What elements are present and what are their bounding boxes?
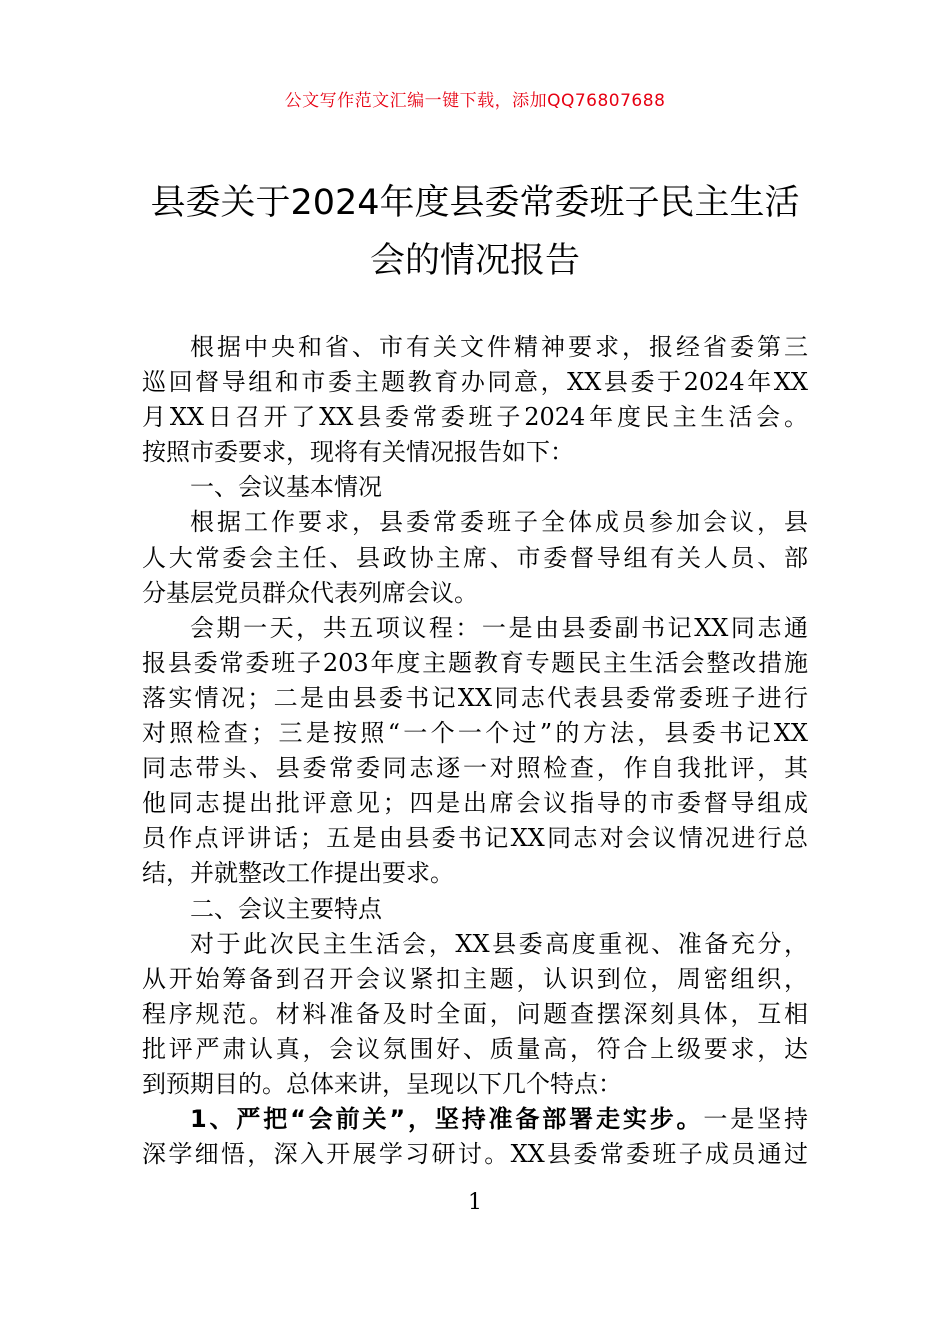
document-body <box>142 330 808 1172</box>
text-line: 月XX日召开了XX县委常委班子2024年度民主生活会。 <box>142 403 808 432</box>
paragraph-features <box>142 927 808 1102</box>
page-number: 1 <box>468 1190 482 1215</box>
text-line: 根据中央和省、市有关文件精神要求，报经省委第三 <box>190 333 808 361</box>
paragraph-intro <box>142 330 808 470</box>
paragraph-agenda <box>142 611 808 892</box>
text-line: 员作点评讲话；五是由县委书记XX同志对会议情况进行总 <box>142 824 808 853</box>
paragraph-point-1 <box>142 1102 808 1172</box>
text-line: 批评严肃认真，会议氛围好、质量高，符合上级要求，达 <box>142 1034 808 1063</box>
text-line: 到预期目的。总体来讲，呈现以下几个特点： <box>142 1069 622 1098</box>
text-line: 人大常委会主任、县政协主席、市委督导组有关人员、部 <box>142 543 808 572</box>
text-line: 他同志提出批评意见；四是出席会议指导的市委督导组成 <box>142 789 808 818</box>
heading-section-1 <box>142 470 808 505</box>
paragraph-attendance <box>142 505 808 610</box>
section-heading: 二、会议主要特点 <box>190 894 382 923</box>
text-line: 深学细悟，深入开展学习研讨。XX县委常委班子成员通过 <box>142 1140 808 1169</box>
text-line: 会期一天，共五项议程：一是由县委副书记XX同志通 <box>190 613 808 642</box>
text-line: 分基层党员群众代表列席会议。 <box>142 578 478 607</box>
text-line: 对于此次民主生活会，XX县委高度重视、准备充分， <box>190 929 808 958</box>
text-line: 从开始筹备到召开会议紧扣主题，认识到位，周密组织， <box>142 964 808 993</box>
text-line: 按照市委要求，现将有关情况报告如下： <box>142 438 574 467</box>
text-line <box>142 1102 808 1137</box>
heading-section-2 <box>142 892 808 927</box>
text-line: 落实情况；二是由县委书记XX同志代表县委常委班子进行 <box>142 683 808 712</box>
text-line: 报县委常委班子203年度主题教育专题民主生活会整改措施 <box>142 648 808 677</box>
text-line: 根据工作要求，县委常委班子全体成员参加会议，县 <box>190 508 808 537</box>
section-heading: 一、会议基本情况 <box>190 473 382 502</box>
watermark-text: 公文写作范文汇编一键下载，添加QQ76807688 <box>284 91 666 111</box>
text-line: 同志带头、县委常委同志逐一对照检查，作自我批评，其 <box>142 754 808 783</box>
title-line-1: 县委关于2024年度县委常委班子民主生活 <box>150 183 800 223</box>
text-line: 巡回督导组和市委主题教育办同意，XX县委于2024年XX <box>142 368 808 397</box>
title-line-2: 会的情况报告 <box>369 241 580 281</box>
point-text: 一是坚持 <box>703 1105 808 1134</box>
text-line: 程序规范。材料准备及时全面，问题查摆深刻具体，互相 <box>142 999 808 1028</box>
point-heading: 1、严把“会前关”，坚持准备部署走实步。 <box>190 1105 704 1134</box>
document-title <box>140 174 810 290</box>
text-line: 结，并就整改工作提出要求。 <box>142 859 454 888</box>
text-line: 对照检查；三是按照“一个一个过”的方法，县委书记XX <box>142 719 808 748</box>
